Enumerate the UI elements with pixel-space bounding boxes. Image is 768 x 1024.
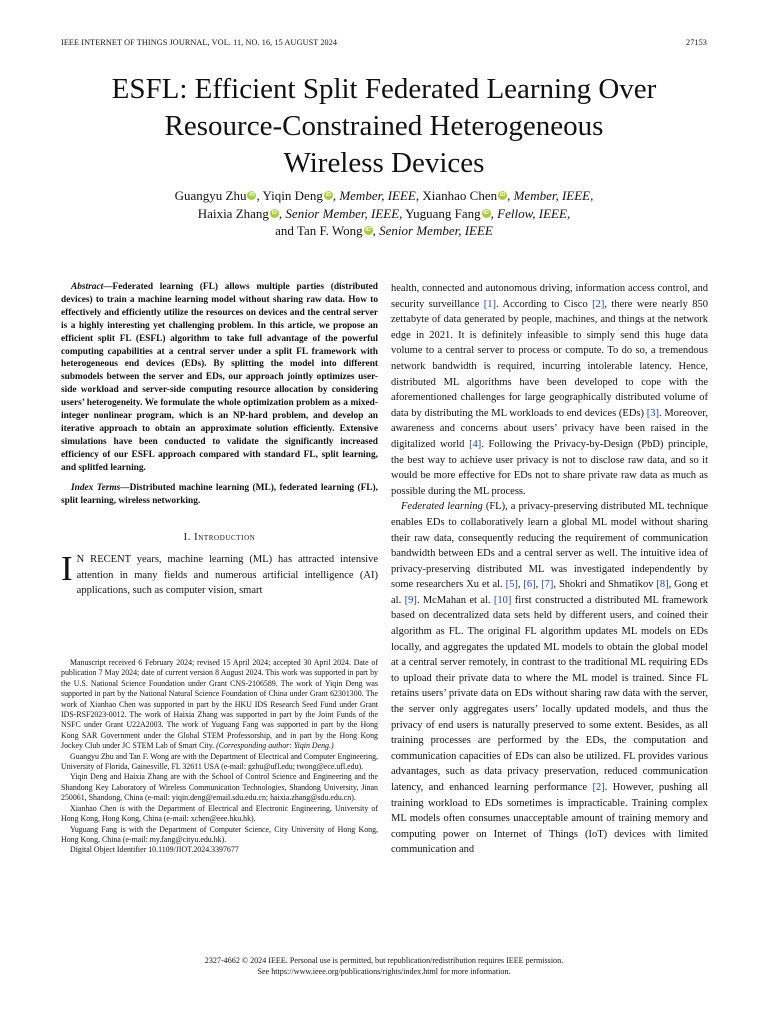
title-line-2: Resource-Constrained Heterogeneous [164,110,604,142]
author-membership: Member, IEEE [339,188,416,203]
citation-link[interactable]: [8] [656,579,669,591]
author-membership: Member, IEEE [513,188,591,203]
author-line-2: Haixia Zhang iD , Senior Member, IEEE, Yuguang Fang iD , Fellow, IEEE, [197,205,571,221]
citation-link[interactable]: [1] [483,298,497,310]
author-conjunction: and [275,223,294,238]
author-name: Guangyu Zhu [174,188,247,203]
citation-link[interactable]: [7] [541,579,554,591]
citation-link[interactable]: [3] [646,407,660,419]
orcid-icon[interactable]: iD [499,192,506,198]
orcid-icon[interactable]: iD [249,192,255,198]
orcid-icon[interactable]: iD [271,209,278,216]
citation-link[interactable]: [10] [493,594,512,606]
author-line-3: and Tan F. Wong iD , Senior Member, IEEE [275,223,493,238]
body-text: . However, pushing all training workload to EDs sometimes is impracticable. Training complex ML models often consumes unacceptable amount of training memory and computing power on Internet of Things (IoT) devices with limited communication and [391,782,709,856]
index-terms: Index Terms—Distributed machine learning (ML), federated learning (FL), split learning, wireless networking. [61,482,378,506]
citation-link[interactable]: [2] [592,298,605,310]
orcid-icon[interactable]: iD [365,227,371,233]
abstract-label: Abstract [71,282,104,292]
citation-link[interactable]: [5] [505,579,518,591]
left-column [61,281,378,599]
abstract: Abstract—Federated learning (FL) allows multiple parties (distributed devices) to train a machine learning model without sharing raw data. How to effectively and efficiently utilize the resources on devices and the central server is a highly interesting yet challenging problem. In this article, we propose an efficient split FL (ESFL) algorithm to take full advantage of the powerful computing capabilities at a central server under a split FL framework with heterogeneous end devices (EDs). By splitting the model into different submodels between the server and EDs, our approach jointly optimizes user-side workload and server-side computing resource allocation by considering users’ heterogeneity. We formulate the whole optimization problem as a mixed-integer nonlinear program, which is an NP-hard problem, and develop an iterative approach to obtain an approximate solution efficiently. Extensive simulations have been conducted to validate the significantly increased efficiency of our ESFL approach compared with standard FL, split learning, and splitfed learning. [61,282,378,473]
author-list [60,187,708,240]
citation-link[interactable]: [6] [523,579,536,591]
body-text: first constructed a distributed ML framework based on decentralized data sets held by different users, and coined their algorithm as FL. The original FL algorithm updates ML models on EDs locally, and aggregates the updated ML models to obtain the global model at a central server remotely, in contrast to the traditional ML requiring EDs to upload their private data to where the ML model is trained. Since FL retains users’ private data on EDs without sharing raw data with the server, the server only aggregates users’ locally updated models, and thus the privacy of end users is naturally preserved to some extent. Besides, as all training processes are performed by the EDs, the computation and communication capacities of EDs can also be utilized. FL provides various advantages, such as data privacy preservation, reduced communication latency, and enhanced learning performance [391,594,709,793]
body-paragraph [391,281,708,499]
author-membership: Senior Member, IEEE [379,223,493,238]
emphasis-term: Federated learning [401,501,483,513]
body-text: , Gong et al. [391,579,709,606]
author-name: Xianhao Chen [422,188,498,203]
author-name: Tan F. Wong [296,223,363,238]
doi: Digital Object Identifier 10.1109/JIOT.2024.3397677 [70,845,239,855]
section-number: I. [183,532,191,544]
journal-name: IEEE INTERNET OF THINGS JOURNAL, VOL. 11, NO. 16, 15 AUGUST 2024 [61,38,338,47]
body-text: , there were nearly 850 zettabyte of data generated by people, machines, and things at the network edge in 2021. It is definitely infeasible to simply send this huge data volume to a central server to process or compute. To do so, a tremendous network bandwidth is required, incurring intolerable latency. Hence, distributed ML algorithms have been developed to cope with the aforementioned challenges for large geographically distributed volume of data by distributing the ML workloads to end devices (EDs) [391,298,709,419]
body-text: . McMahan et al. [416,594,494,606]
intro-paragraph [61,549,378,599]
footnote-affiliation-3: Xianhao Chen is with the Department of Electrical and Electronic Engineering, University of Hong Kong, Hong Kong, China (e-mail: xchen@eee.hku.hk). [61,803,378,824]
body-text: , Shokri and Shmatikov [553,579,657,591]
footnote-funding [61,658,378,752]
corresponding-author: (Corresponding author: Yiqin Deng.) [216,741,334,751]
index-terms-label: Index Terms [71,482,121,493]
body-text: (FL), a privacy-preserving distributed ML technique enables EDs to collaboratively learn a global ML model without sharing their raw data, consequently reducing the requirement of communication bandwidth between EDs and a central server as well. The intuitive idea of privacy-preserving distributed ML was investigated independently by some researchers Xu et al. [391,501,708,591]
footnote-affiliation-4: Yuguang Fang is with the Department of Computer Science, City University of Hong Kong, Hong Kong, China (e-mail: my.fang@cityu.edu.hk). [61,824,378,844]
footnote-affiliation-2: Yiqin Deng and Haixia Zhang are with the School of Control Science and Engineering and the Shandong Key Laboratory of Wireless Communication Technologies, Shandong University, Jinan 250061, Shandong, China (e-mail: yiqin.deng@email.sdu.edu.cn; haixia.zhang@sdu.edu.cn). [61,772,378,803]
footnote-funding-text: Manuscript received 6 February 2024; revised 15 April 2024; accepted 30 April 2024. Date of publication 7 May 2024; date of current version 8 August 2024. This work was supported in part by the U.S. National Science Foundation under Grant CNS-2106589. The work of Yiqin Deng was supported in part by the National Natural Science Foundation of China under Grant 62301300. The work of Xianhao Chen was supported in part by the HKU IDS Research Seed Fund under Grant IDS-RSF2023-0012. The work of Haixia Zhang was supported in part by the Joint Funds of the NSFC under Grant U22A2003. The work of Yuguang Fang was supported in part by the Hong Kong SAR Government under the Global STEM Professorship, and in part by the Hong Kong Jockey Club under JC STEM Lab of Smart City. [61,658,378,751]
paper-title [40,71,728,182]
author-membership: Senior Member, IEEE [285,205,400,221]
index-terms-text: Distributed machine learning (ML), federated learning (FL), split learning, wireless networking. [61,482,378,506]
author-name: Yiqin Deng [262,188,323,203]
author-name: Yuguang Fang [405,205,481,221]
body-text: . Following the Privacy-by-Design (PbD) principle, the best way to achieve user privacy is not to disclose raw data, and so it would be more effective for EDs not to share private raw data as much as possible during the ML process. [391,438,708,497]
section-title: Introduction [194,532,256,544]
body-text: . Moreover, awareness and concerns about users’ privacy have been raised in the digitalized world [391,407,708,450]
page-number: 27153 [686,38,707,47]
intro-text: years, machine learning (ML) has attracted intensive attention in many fields and numerous artificial intelligence (AI) applications, such as computer vision, smart [76,554,378,597]
citation-link[interactable]: [4] [469,438,482,450]
body-paragraph [391,499,708,858]
title-line-1: ESFL: Efficient Split Federated Learning Over [111,73,657,105]
footnotes [61,658,378,856]
copyright-line-1: 2327-4662 © 2024 IEEE. Personal use is permitted, but republication/redistribution requires IEEE permission. [204,956,564,965]
body-text: . According to Cisco [496,298,593,310]
orcid-icon[interactable]: iD [483,209,489,216]
footnote-affiliation-1: Guangyu Zhu and Tan F. Wong are with the Department of Electrical and Computer Engineering, University of Florida, Gainesville, FL 32611 USA (e-mail: gzhu@ufl.edu; twong@ece.ufl.edu). [61,751,378,772]
author-name: Haixia Zhang [197,205,269,221]
copyright-notice [61,956,707,977]
drop-cap: I [61,549,73,588]
body-text: health, connected and autonomous driving, information access control, and security surveillance [391,283,708,310]
body-text: , [535,579,542,591]
body-text: , [517,579,524,591]
orcid-icon[interactable]: iD [325,192,332,198]
title-line-3: Wireless Devices [283,147,485,179]
citation-link[interactable]: [2] [592,782,605,793]
section-heading [61,530,378,546]
abstract-text: Federated learning (FL) allows multiple parties (distributed devices) to train a machine learning model without sharing raw data. How to effectively and efficiently utilize the resources on devices and the central server is a highly interesting yet challenging problem. In this article, we propose an efficient split FL (ESFL) algorithm to take full advantage of the powerful computing capabilities at a central server under a split FL framework with heterogeneous end devices (EDs). By splitting the model into different submodels between the server and EDs, our approach jointly optimizes user-side workload and server-side computing resource allocation by considering users’ heterogeneity. We formulate the whole optimization problem as a mixed-integer nonlinear program, which is an NP-hard problem, and develop an iterative approach to obtain an approximate solution efficiently. Extensive simulations have been conducted to validate the significantly increased efficiency of our ESFL approach compared with standard FL, split learning, and splitfed learning. [61,282,378,473]
right-column [391,281,708,858]
copyright-line-2: See https://www.ieee.org/publications/rights/index.html for more information. [257,966,511,976]
running-head [61,38,707,50]
author-membership: Fellow, IEEE [497,205,567,221]
citation-link[interactable]: [9] [404,594,417,606]
author-line-1: Guangyu Zhu iD , Yiqin Deng iD , Member, IEEE, Xianhao Chen iD , Member, IEEE, [174,188,594,203]
intro-first-word: N RECENT [76,554,131,565]
